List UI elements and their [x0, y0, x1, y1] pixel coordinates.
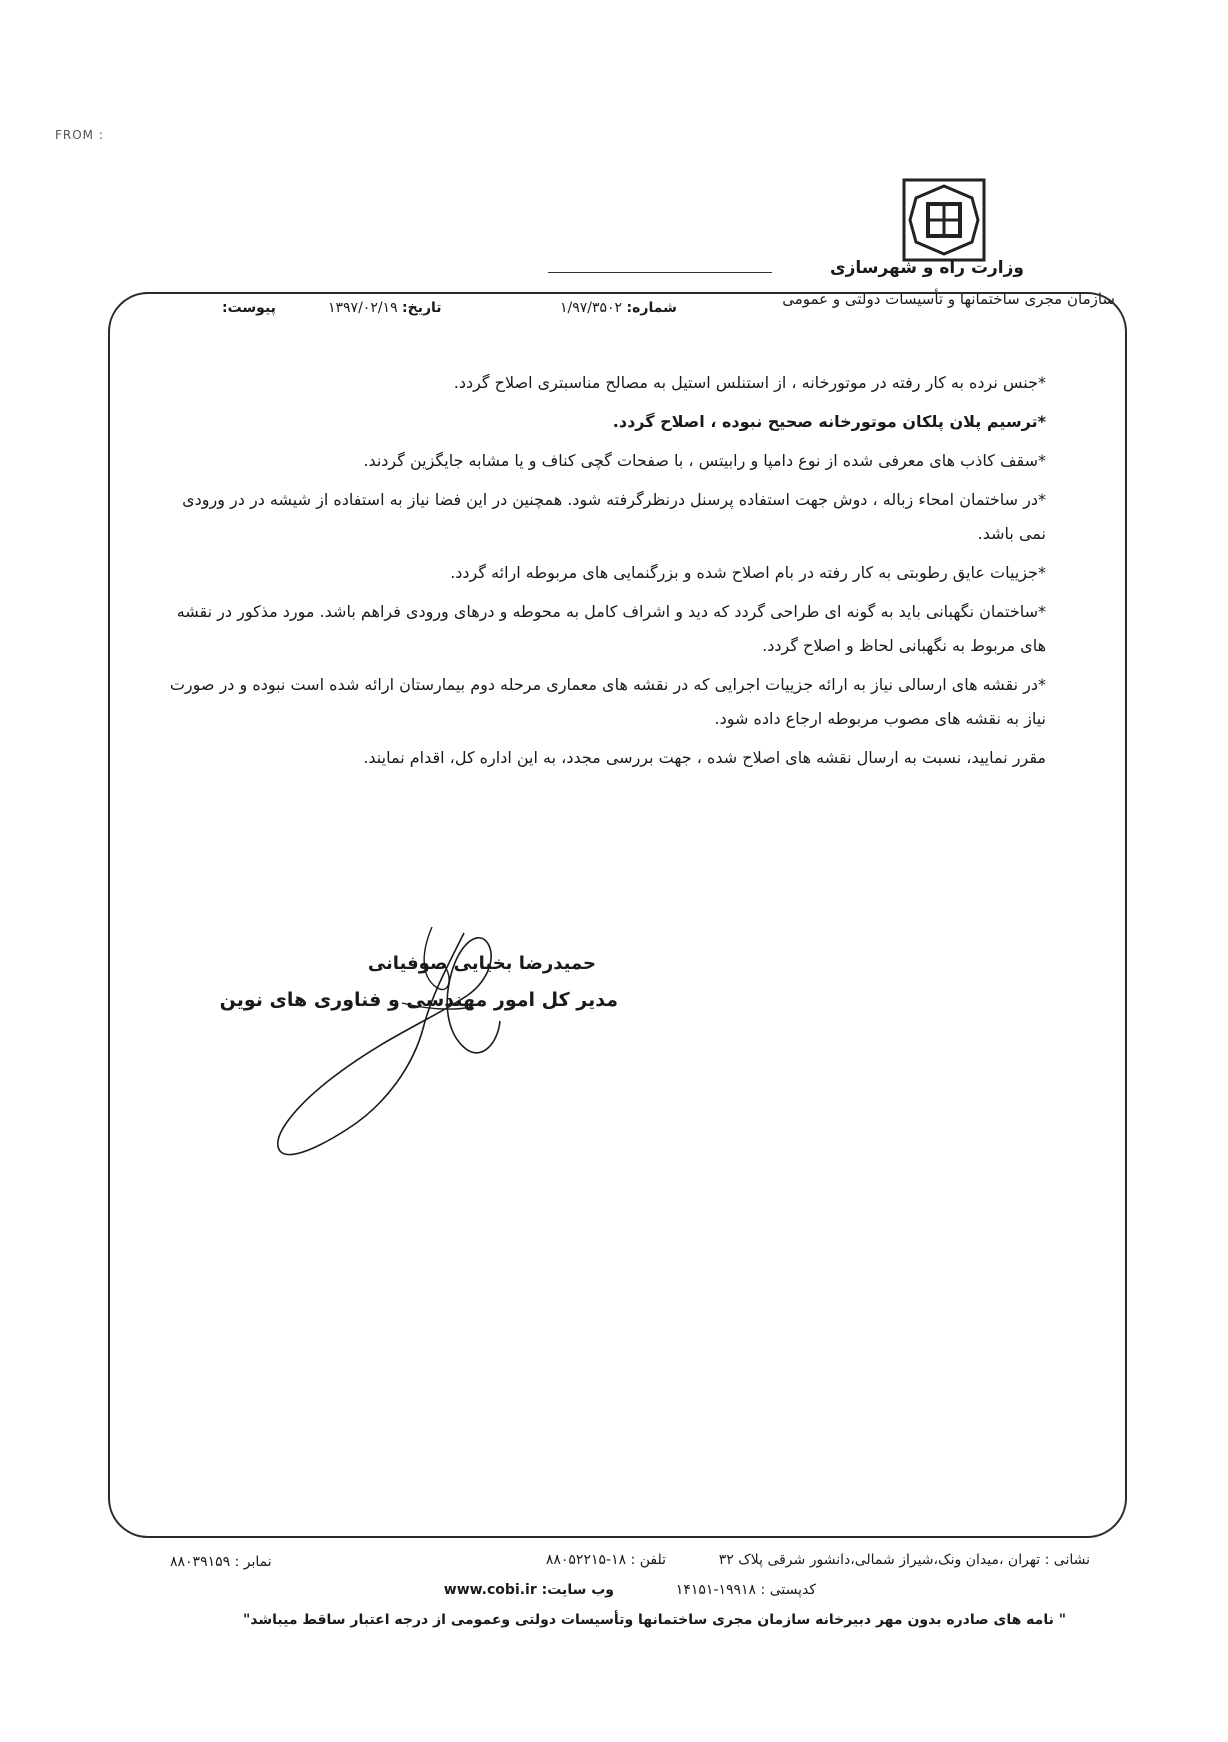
- footer-postal-code: کدپستی : ۱۹۹۱۸-۱۴۱۵۱: [675, 1582, 816, 1598]
- body-paragraph: *جنس نرده به کار رفته در موتورخانه ، از استنلس استیل به مصالح مناسبتری اصلاح گردد.: [453, 373, 1046, 392]
- footer-website-label: وب سایت:: [541, 1582, 614, 1598]
- letter-number-label: شماره:: [626, 300, 677, 316]
- footer-validity-note: " نامه های صادره بدون مهر دبیرخانه سازمان مجری ساختمانها وتأسیسات دولتی وعمومی از درجه اعتبار ساقط میباشد": [243, 1612, 1066, 1628]
- ministry-name: وزارت راه و شهرسازی: [829, 258, 1024, 278]
- letter-date: [328, 300, 442, 316]
- footer-phone: تلفن : ۱۸-۸۸۰۵۲۲۱۵: [545, 1552, 666, 1568]
- letter-date-label: تاریخ:: [402, 300, 442, 316]
- body-paragraph: *سقف کاذب های معرفی شده از نوع دامپا و رابیتس ، با صفحات گچی کناف و یا مشابه جایگزین گردند.: [363, 451, 1046, 470]
- letter-date-value: ۱۳۹۷/۰۲/۱۹: [328, 300, 398, 316]
- body-paragraph: *در نقشه های ارسالی نیاز به ارائه جزییات اجرایی که در نقشه های معماری مرحله دوم بیمارستان ارائه شده است نبوده و در صورت نیاز به نقشه های مصوب مربوطه ارجاع داده شود.: [169, 675, 1046, 728]
- body-paragraph: مقرر نمایید، نسبت به ارسال نقشه های اصلاح شده ، جهت بررسی مجدد، به این اداره کل، اقدام نمایند.: [363, 748, 1046, 767]
- attachment-label: پیوست:: [222, 300, 276, 316]
- letter-number: [560, 300, 677, 316]
- letter-number-value: ۱/۹۷/۳۵۰۲: [560, 300, 623, 316]
- body-paragraph: *ساختمان نگهبانی باید به گونه ای طراحی گردد که دید و اشراف کامل به محوطه و درهای ورودی فراهم باشد. مورد مذکور در نقشه های مربوط به نگهبانی لحاظ و اصلاح گردد.: [176, 602, 1046, 655]
- signer-name: حمیدرضا بخیایی صوفیانی: [367, 953, 596, 974]
- body-paragraph: *ترسیم پلان پلکان موتورخانه صحیح نبوده ، اصلاح گردد.: [612, 412, 1046, 431]
- body-paragraph: *جزییات عایق رطوبتی به کار رفته در بام اصلاح شده و بزرگنمایی های مربوطه ارائه گردد.: [450, 563, 1046, 582]
- footer-address: نشانی : تهران ،میدان ونک،شیراز شمالی،دانشور شرقی پلاک ۳۲: [718, 1552, 1090, 1568]
- footer-fax: نمابر : ۸۸۰۳۹۱۵۹: [170, 1554, 272, 1570]
- ministry-emblem-icon: [902, 178, 986, 262]
- footer-website: [444, 1582, 614, 1598]
- header-rule: [548, 272, 772, 273]
- signature-block: [219, 925, 656, 1165]
- body-paragraph: *در ساختمان امحاء زباله ، دوش جهت استفاده پرسنل درنظرگرفته شود. همچنین در این فضا نیاز به استفاده از شیشه در در ورودی نمی باشد.: [182, 490, 1046, 543]
- fax-header-mark: FROM :: [55, 128, 104, 142]
- signer-title: مدیر کل امور مهندسی و فناوری های نوین: [219, 989, 618, 1011]
- organization-name: سازمان مجری ساختمانها و تأسیسات دولتی و عمومی: [782, 290, 1115, 308]
- footer-website-link[interactable]: www.cobi.ir: [443, 1582, 537, 1598]
- letter-body: [166, 366, 1046, 780]
